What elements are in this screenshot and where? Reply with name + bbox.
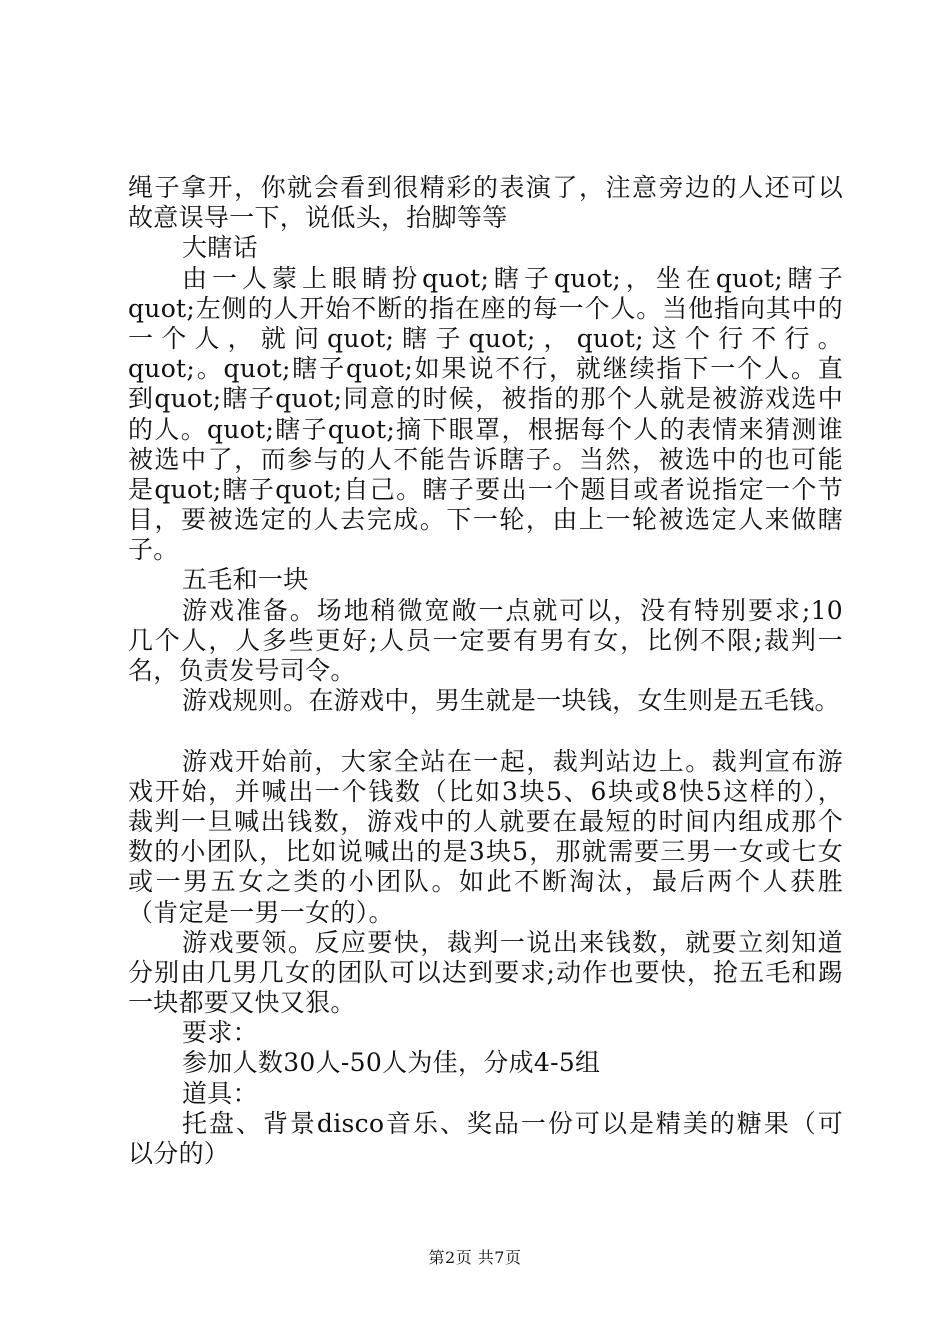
paragraph xyxy=(128,686,843,716)
heading-line: 五毛和一块 xyxy=(182,565,309,595)
paragraph xyxy=(128,1048,843,1078)
text-line: quot;左侧的人开始不断的指在座的每一个人。当他指向其中的 xyxy=(128,293,843,323)
text-line: quot;。quot;瞎子quot;如果说不行，就继续指下一个人。直 xyxy=(128,354,843,384)
text-line: 或一男五女之类的小团队。如此不断淘汰，最后两个人获胜 xyxy=(128,867,843,897)
section-heading xyxy=(128,233,843,263)
text-line: 绳子拿开，你就会看到很精彩的表演了，注意旁边的人还可以 xyxy=(128,173,843,202)
document-body xyxy=(128,173,843,1169)
paragraph xyxy=(128,173,843,233)
paragraph xyxy=(128,747,843,928)
text-line: 分别由几男几女的团队可以达到要求;动作也要快，抢五毛和踢 xyxy=(128,957,843,987)
paragraph xyxy=(128,596,843,687)
text-line: 几个人，人多些更好;人员一定要有男有女，比例不限;裁判一 xyxy=(128,625,843,655)
paragraph xyxy=(128,264,843,566)
text-line: 以分的） xyxy=(128,1139,230,1168)
text-line: 由一人蒙上眼睛扮quot;瞎子quot;，坐在quot;瞎子 xyxy=(182,263,843,293)
text-line: 目，要被选定的人去完成。下一轮，由上一轮被选定人来做瞎 xyxy=(128,505,843,535)
text-line: 的人。quot;瞎子quot;摘下眼罩，根据每个人的表情来猜测谁 xyxy=(128,414,843,444)
text-line: 要求： xyxy=(182,1018,258,1048)
text-line: 被选中了，而参与的人不能告诉瞎子。当然，被选中的也可能 xyxy=(128,444,843,474)
text-line: 游戏开始前，大家全站在一起，裁判站边上。裁判宣布游 xyxy=(182,746,843,776)
text-line: 托盘、背景disco音乐、奖品一份可以是精美的糖果（可 xyxy=(182,1108,843,1138)
blank-line xyxy=(128,716,843,746)
text-line: 到quot;瞎子quot;同意的时候，被指的那个人就是被游戏选中 xyxy=(128,384,843,414)
text-line: 故意误导一下，说低头，抬脚等等 xyxy=(128,203,508,233)
text-line: 戏开始，并喊出一个钱数（比如3块5、6块或8快5这样的）， xyxy=(128,776,843,806)
paragraph xyxy=(128,1109,843,1169)
text-line: 数的小团队，比如说喊出的是3块5，那就需要三男一女或七女 xyxy=(128,837,843,867)
text-line: 名，负责发号司令。 xyxy=(128,656,356,685)
text-line: 道具： xyxy=(182,1078,258,1108)
section-heading xyxy=(128,565,843,595)
heading-line: 大瞎话 xyxy=(182,233,258,263)
text-line: 一块都要又快又狠。 xyxy=(128,988,356,1018)
text-line: 参加人数30人-50人为佳，分成4-5组 xyxy=(182,1048,601,1078)
text-line: 游戏规则。在游戏中，男生就是一块钱，女生则是五毛钱。 xyxy=(182,686,840,716)
text-line: 子。 xyxy=(128,535,179,565)
text-line: 一个人，就问quot;瞎子quot;，quot;这个行不行。 xyxy=(128,323,843,353)
text-line: 游戏准备。场地稍微宽敞一点就可以，没有特别要求;10 xyxy=(182,595,843,625)
text-line: 是quot;瞎子quot;自己。瞎子要出一个题目或者说指定一个节 xyxy=(128,474,843,504)
empty-line xyxy=(128,716,843,746)
text-line: （肯定是一男一女的）。 xyxy=(128,897,394,927)
paragraph xyxy=(128,1018,843,1048)
page-number-label: 第2页 共7页 xyxy=(428,1248,522,1267)
text-line: 游戏要领。反应要快，裁判一说出来钱数，就要立刻知道 xyxy=(182,927,843,957)
paragraph xyxy=(128,1079,843,1109)
text-line: 裁判一旦喊出钱数，游戏中的人就要在最短的时间内组成那个 xyxy=(128,806,843,836)
paragraph xyxy=(128,928,843,1019)
page-footer xyxy=(0,1245,950,1268)
